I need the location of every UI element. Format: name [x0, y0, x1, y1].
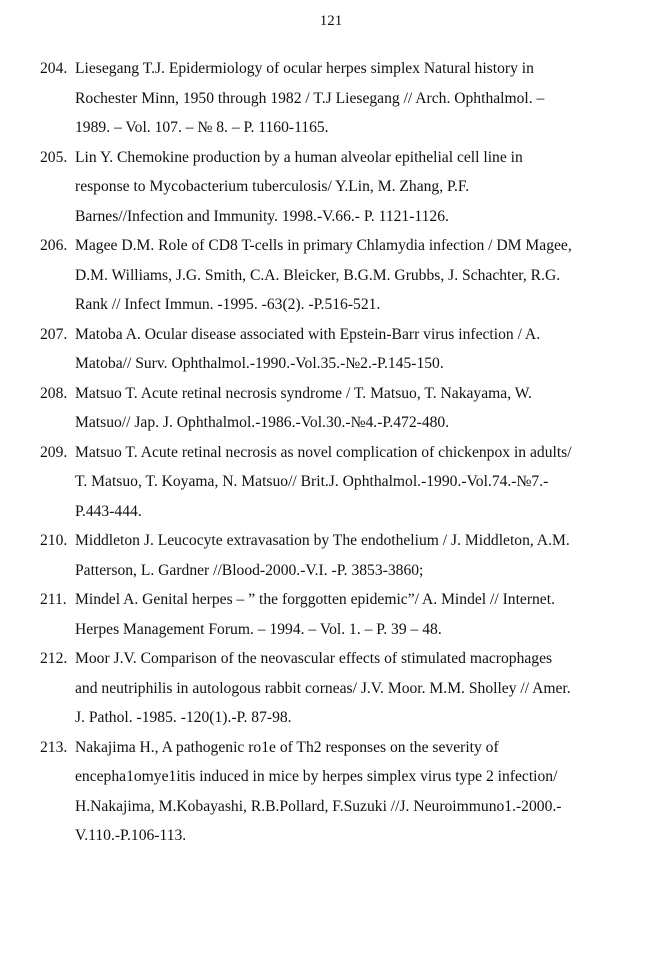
reference-text-line: H.Nakajima, M.Kobayashi, R.B.Pollard, F.Suzuki //J. Neuroimmuno1.-2000.-: [75, 797, 562, 815]
reference-text-line: D.M. Williams, J.G. Smith, C.A. Bleicker, B.G.M. Grubbs, J. Schachter, R.G.: [75, 266, 561, 284]
page-number: 121: [319, 13, 343, 29]
reference-number: 205.: [40, 148, 68, 166]
reference-number: 204.: [40, 60, 68, 77]
reference-number: 211.: [40, 591, 67, 608]
reference-list: [40, 54, 630, 851]
reference-text-line: and neutriphilis in autologous rabbit corneas/ J.V. Moor. M.M. Sholley // Amer.: [75, 679, 571, 697]
reference-number: 206.: [40, 237, 68, 254]
reference-text-line: Middleton J. Leucocyte extravasation by The endothelium / J. Middleton, A.M.: [75, 532, 570, 549]
reference-text-line: Matoba// Surv. Ophthalmol.-1990.-Vol.35.-№2.-P.145-150.: [75, 355, 444, 372]
reference-item: [40, 644, 630, 733]
reference-text-line: Magee D.M. Role of CD8 T-cells in primary Chlamydia infection / DM Magee,: [75, 237, 572, 254]
reference-number: 213.: [40, 738, 68, 756]
reference-item: [40, 438, 630, 527]
reference-item: [40, 733, 630, 851]
reference-item: [40, 526, 630, 585]
reference-text-line: Matsuo// Jap. J. Ophthalmol.-1986.-Vol.30.-№4.-P.472-480.: [75, 414, 450, 431]
reference-item: [40, 231, 630, 320]
reference-text-line: Lin Y. Chemokine production by a human alveolar epithelial cell line in: [75, 148, 523, 166]
reference-text-line: Liesegang T.J. Epidermiology of ocular herpes simplex Natural history in: [75, 60, 534, 77]
reference-item: [40, 320, 630, 379]
reference-text-line: J. Pathol. -1985. -120(1).-P. 87-98.: [75, 709, 292, 726]
reference-number: 208.: [40, 384, 68, 402]
reference-text-line: Barnes//Infection and Immunity. 1998.-V.66.- P. 1121-1126.: [75, 207, 449, 225]
reference-text-line: Nakajima H., A pathogenic ro1e of Th2 responses on the severity of: [75, 738, 499, 756]
reference-text-line: P.443-444.: [75, 502, 142, 520]
reference-item: [40, 54, 630, 143]
reference-text-line: Moor J.V. Comparison of the neovascular effects of stimulated macrophages: [75, 650, 553, 667]
reference-text-line: Matsuo T. Acute retinal necrosis as novel complication of chickenpox in adults/: [75, 443, 572, 461]
reference-text-line: 1989. – Vol. 107. – № 8. – P. 1160-1165.: [75, 119, 329, 136]
reference-text-line: Rank // Infect Immun. -1995. -63(2). -P.516-521.: [75, 296, 381, 313]
reference-number: 212.: [40, 650, 68, 667]
reference-text-line: Patterson, L. Gardner //Blood-2000.-V.I. -P. 3853-3860;: [75, 561, 424, 579]
reference-text-line: T. Matsuo, T. Koyama, N. Matsuo// Brit.J. Ophthalmol.-1990.-Vol.74.-№7.-: [75, 473, 549, 490]
reference-text-line: Mindel A. Genital herpes – ” the forggotten epidemic”/ A. Mindel // Internet.: [75, 591, 555, 608]
reference-text-line: response to Mycobacterium tuberculosis/ Y.Lin, M. Zhang, P.F.: [75, 178, 470, 195]
reference-number: 207.: [40, 325, 68, 343]
reference-number: 209.: [40, 443, 68, 461]
reference-number: 210.: [40, 532, 68, 549]
reference-text-line: Matoba A. Ocular disease associated with Epstein-Barr virus infection / A.: [75, 325, 541, 343]
reference-text-line: Rochester Minn, 1950 through 1982 / T.J Liesegang // Arch. Ophthalmol. –: [75, 89, 545, 107]
reference-text-line: Matsuo T. Acute retinal necrosis syndrome / T. Matsuo, T. Nakayama, W.: [75, 384, 532, 402]
reference-item: [40, 143, 630, 232]
reference-item: [40, 379, 630, 438]
reference-text-line: encepha1omye1itis induced in mice by herpes simplex virus type 2 infection/: [75, 768, 558, 785]
reference-text-line: Herpes Management Forum. – 1994. – Vol. 1. – P. 39 – 48.: [75, 620, 442, 638]
reference-item: [40, 585, 630, 644]
reference-text-line: V.110.-P.106-113.: [75, 827, 187, 844]
